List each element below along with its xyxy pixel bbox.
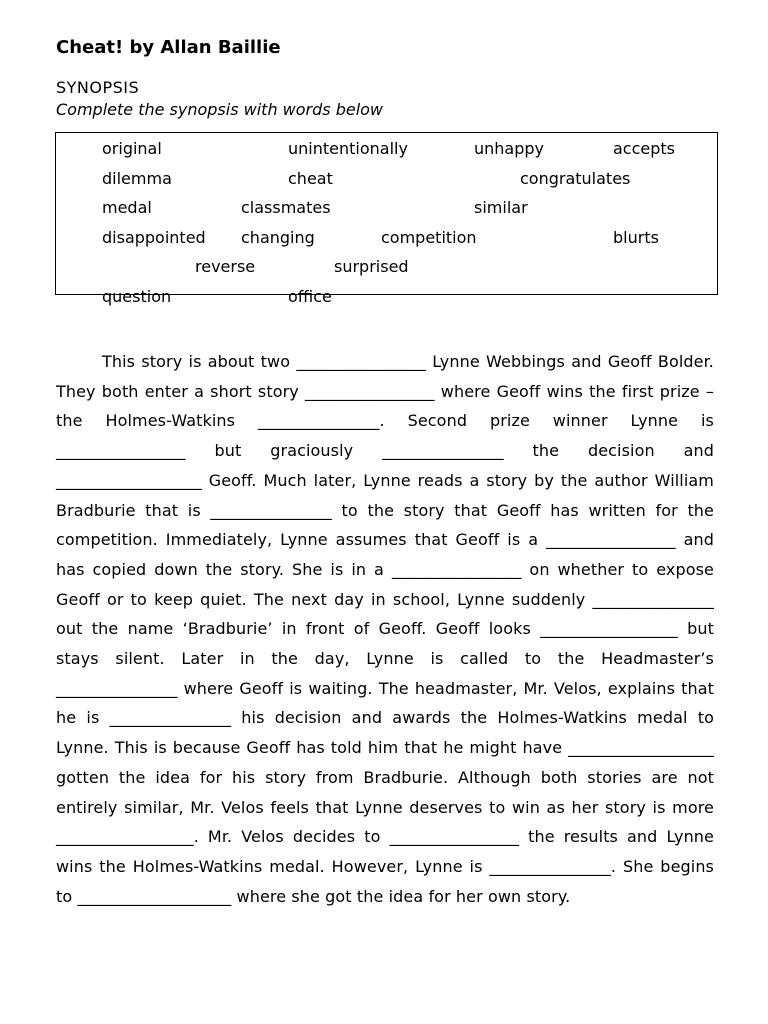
word-bank-item: blurts	[613, 228, 659, 247]
word-bank-item: classmates	[241, 198, 331, 217]
word-bank-item: congratulates	[520, 169, 631, 188]
word-bank-item: competition	[381, 228, 477, 247]
word-bank-item: accepts	[613, 139, 676, 158]
word-bank-item: surprised	[334, 257, 409, 276]
word-bank-item: dilemma	[102, 169, 172, 188]
word-bank-item: similar	[474, 198, 528, 217]
worksheet-title: Cheat! by Allan Baillie	[56, 37, 281, 58]
word-bank-item: unintentionally	[288, 139, 408, 158]
word-bank-item: office	[288, 287, 332, 306]
word-bank-item: medal	[102, 198, 152, 217]
word-bank-item: unhappy	[474, 139, 545, 158]
synopsis-heading: SYNOPSIS	[56, 78, 140, 97]
synopsis-passage	[56, 347, 714, 911]
word-bank-box	[55, 132, 718, 306]
instruction-text: Complete the synopsis with words below	[56, 100, 384, 119]
word-bank-item: original	[102, 139, 162, 158]
word-bank-item: question	[102, 287, 172, 306]
word-bank-item: changing	[241, 228, 315, 247]
word-bank-item: reverse	[195, 257, 256, 276]
word-bank-item: disappointed	[102, 228, 206, 247]
word-bank-item: cheat	[288, 169, 333, 188]
synopsis-paragraph: This story is about two ________________ Lynne Webbings and Geoff Bolder. They both enter a short story ________________ where Geoff wins the first prize – the Holmes-Watkins _______________. Second prize winner Lynne is ________________ but graciously _______________ the decision and __________________ Geoff. Much later, Lynne reads a story by the author William Bradburie that is _______________ to the story that Geoff has written for the competition. Immediately, Lynne assumes that Geoff is a ________________ and has copied down the story. She is in a ________________ on whether to expose Geoff or to keep quiet. The next day in school, Lynne suddenly _______________ out the name ‘Bradburie’ in front of Geoff. Geoff looks _________________ but stays silent. Later in the day, Lynne is called to the Headmaster’s _______________ where Geoff is waiting. The headmaster, Mr. Velos, explains that he is _______________ his decision and awards the Holmes-Watkins medal to Lynne. This is because Geoff has told him that he might have __________________ gotten the idea for his story from Bradburie. Although both stories are not entirely similar, Mr. Velos feels that Lynne deserves to win as her story is more _________________. Mr. Velos decides to ________________ the results and Lynne wins the Holmes-Watkins medal. However, Lynne is _______________. She begins to ___________________ where she got the idea for her own story.	[56, 352, 714, 906]
